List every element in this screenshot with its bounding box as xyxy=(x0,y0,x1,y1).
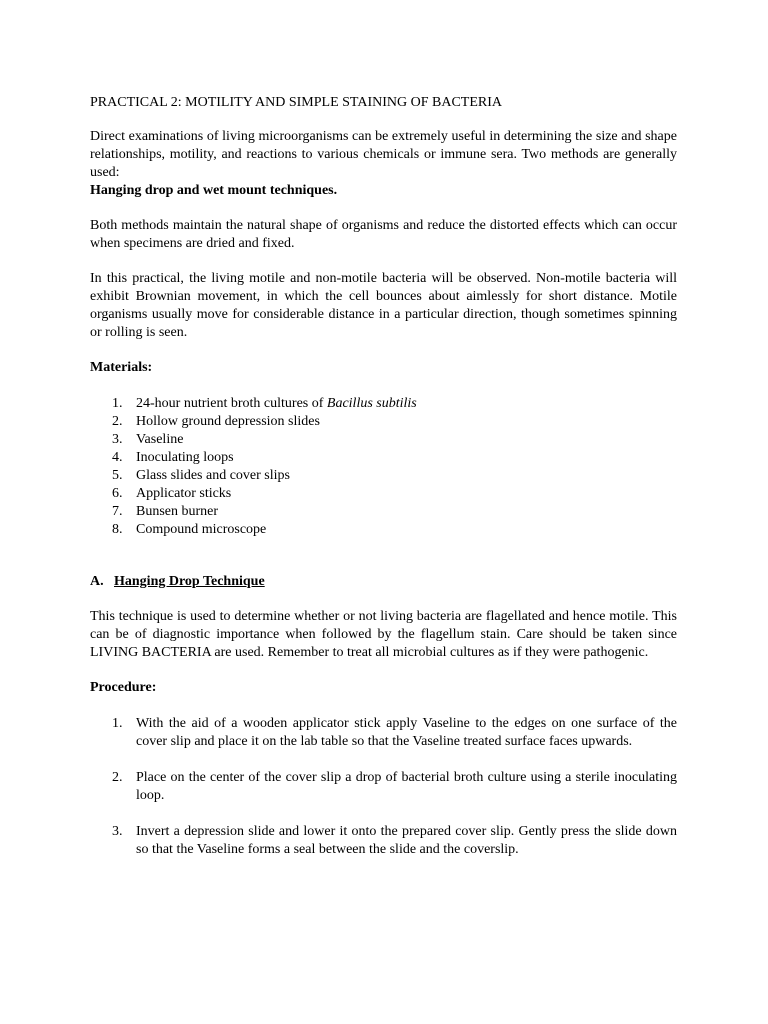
intro-paragraph: Direct examinations of living microorganisms can be extremely useful in determining the size and shape relationships, motility, and reactions to various chemicals or immune sera. Two methods are generally used: xyxy=(90,129,677,180)
section-a-title: Hanging Drop Technique xyxy=(114,574,265,589)
materials-item: 1. 24-hour nutrient broth cultures of Bacillus subtilis xyxy=(112,396,417,411)
materials-item: 6. Applicator sticks xyxy=(112,486,232,501)
both-methods-paragraph: Both methods maintain the natural shape of organisms and reduce the distorted effects which can occur when specimens are dried and fixed. xyxy=(90,218,677,251)
document-body xyxy=(90,94,677,877)
materials-list xyxy=(90,395,677,539)
procedure-list xyxy=(90,715,677,859)
methods-heading: Hanging drop and wet mount techniques. xyxy=(90,183,338,198)
materials-item: 7. Bunsen burner xyxy=(112,504,219,519)
section-a-paragraph: This technique is used to determine whether or not living bacteria are flagellated and hence motile. This can be of diagnostic importance when followed by the flagellum stain. Care should be taken since LIVING BACTERIA are used. Remember to treat all microbial cultures as if they were pathogenic. xyxy=(90,609,677,660)
materials-item: 2. Hollow ground depression slides xyxy=(112,414,320,429)
procedure-step: 3. Invert a depression slide and lower it onto the prepared cover slip. Gently press the slide down so that the Vaseline forms a seal between the slide and the coverslip. xyxy=(112,824,677,857)
procedure-step: 2. Place on the center of the cover slip a drop of bacterial broth culture using a sterile inoculating loop. xyxy=(112,770,677,803)
materials-item: 4. Inoculating loops xyxy=(112,450,234,465)
materials-item: 8. Compound microscope xyxy=(112,522,267,537)
document-title: PRACTICAL 2: MOTILITY AND SIMPLE STAINING OF BACTERIA xyxy=(90,95,503,110)
materials-heading: Materials: xyxy=(90,360,153,375)
practical-paragraph: In this practical, the living motile and non-motile bacteria will be observed. Non-motile bacteria will exhibit Brownian movement, in which the cell bounces about aimlessly for short distance. Motile organisms usually move for considerable distance in a particular direction, though sometimes spinning or rolling is seen. xyxy=(90,271,677,340)
section-a-letter: A. xyxy=(90,574,104,589)
procedure-heading: Procedure: xyxy=(90,680,157,695)
materials-item: 3. Vaseline xyxy=(112,432,184,447)
materials-item: 5. Glass slides and cover slips xyxy=(112,468,290,483)
organism-name: Bacillus subtilis xyxy=(326,396,417,411)
section-a-heading xyxy=(90,573,677,591)
procedure-step: 1. With the aid of a wooden applicator stick apply Vaseline to the edges on one surface of the cover slip and place it on the lab table so that the Vaseline treated surface faces upwards. xyxy=(112,716,677,749)
